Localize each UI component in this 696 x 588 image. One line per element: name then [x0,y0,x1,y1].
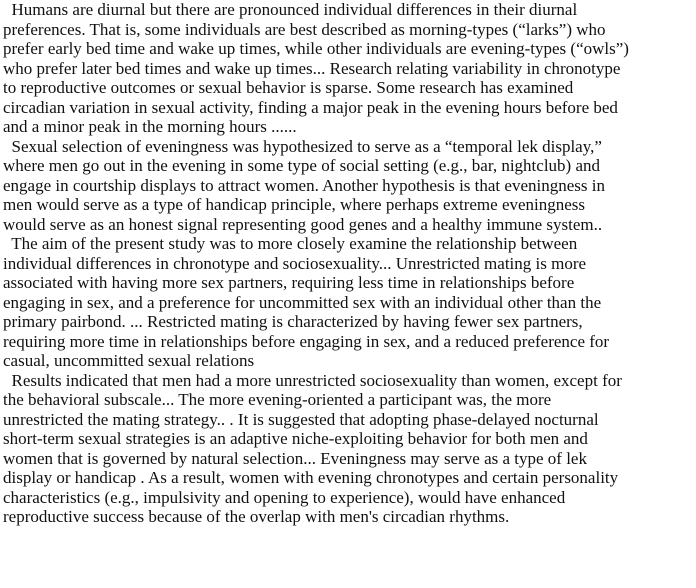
text-line: where men go out in the evening in some type of social setting (e.g., bar, nightclub) and [3,156,601,175]
text-line: would serve as an honest signal representing good genes and a healthy immune system.. [3,214,603,234]
text-line: primary pairbond. ... Restricted mating is characterized by having fewer sex partners, [3,312,583,331]
document-body [3,0,693,527]
text-line: individual differences in chronotype and sociosexuality... Unrestricted mating is more [3,253,587,273]
text-line: short-term sexual strategies is an adaptive niche-exploiting behavior for both men and [3,429,588,448]
text-line: characteristics (e.g., impulsivity and opening to experience), would have enhanced [3,487,566,507]
text-line: who prefer later bed times and wake up times... Research relating variability in chronotype [3,58,621,78]
text-line: circadian variation in sexual activity, finding a major peak in the evening hours before bed [3,97,618,117]
text-line: to reproductive outcomes or sexual behavior is sparse. Some research has examined [3,78,574,97]
text-line: preferences. That is, some individuals are best described as morning-types (“larks”) who [3,19,606,39]
text-line: The aim of the present study was to more closely examine the relationship between [3,234,578,253]
text-line: the behavioral subscale... The more evening-oriented a participant was, the more [3,390,552,409]
text-line: unrestricted the mating strategy.. . It is suggested that adopting phase-delayed nocturnal [3,409,599,429]
text-line: Results indicated that men had a more unrestricted sociosexuality than women, except for [3,370,622,390]
text-line: display or handicap . As a result, women with evening chronotypes and certain personality [3,468,619,487]
text-line: women that is governed by natural selection... Eveningness may serve as a type of lek [3,448,587,468]
text-line: Humans are diurnal but there are pronounced individual differences in their diurnal [3,0,578,19]
text-line: reproductive success because of the overlap with men's circadian rhythms. [3,507,510,526]
text-line: engaging in sex, and a preference for uncommitted sex with an individual other than the [3,292,602,312]
text-line: requiring more time in relationships before engaging in sex, and a reduced preference for [3,331,610,351]
text-line: engage in courtship displays to attract women. Another hypothesis is that eveningness in [3,175,605,195]
text-line: prefer early bed time and wake up times, while other individuals are evening-types (“owls”) [3,39,629,58]
text-line: and a minor peak in the morning hours ...... [3,117,297,136]
text-line: casual, uncommitted sexual relations [3,351,255,370]
text-line: men would serve as a type of handicap principle, where perhaps extreme eveningness [3,195,586,214]
text-line: Sexual selection of eveningness was hypothesized to serve as a “temporal lek display,” [3,136,602,156]
text-line: associated with having more sex partners, requiring less time in relationships before [3,273,575,292]
